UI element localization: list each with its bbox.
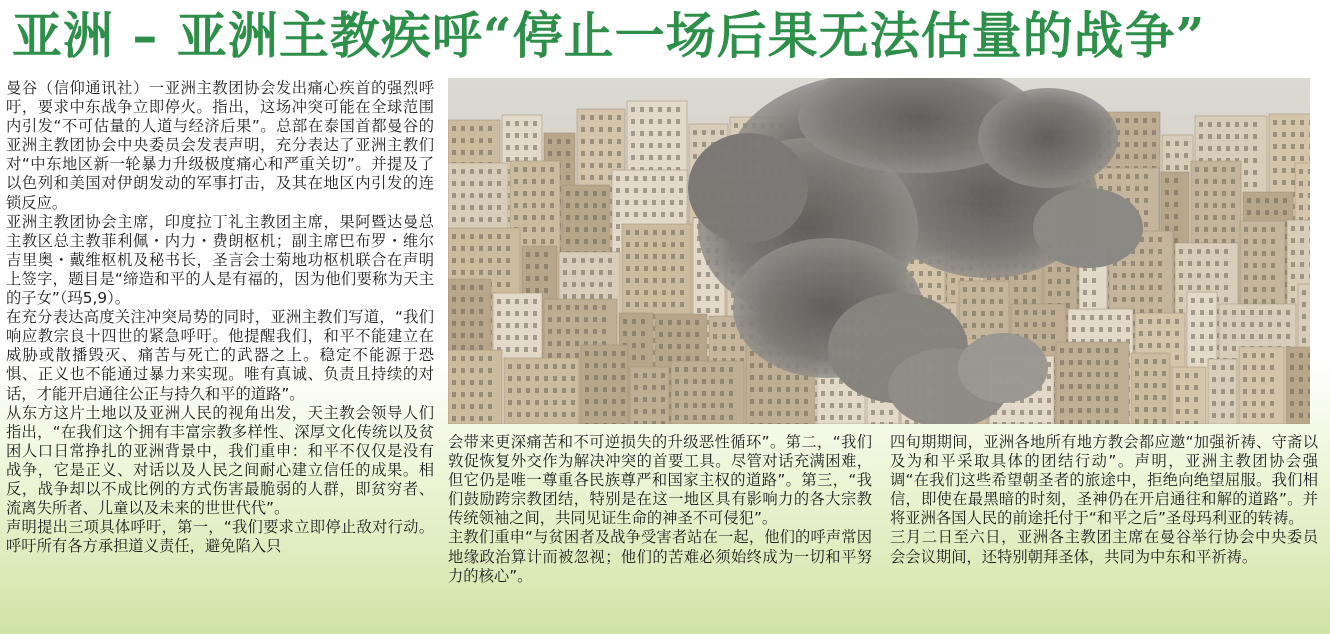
article-column-1 (6, 79, 434, 629)
paragraph: 会带来更深痛苦和不可逆损失的升级恶性循环”。第二，“我们敦促恢复外交作为解决冲突的首要工具。尽管对话充满困难，但它仍是唯一尊重各民族尊严和国家主权的道路”。第三，“我们鼓励跨宗教团结，特别是在这一地区具有影响力的各大宗教传统领袖之间，共同见证生命的神圣不可侵犯”。 (448, 433, 872, 528)
headline: 亚洲 – 亚洲主教疾呼“停止一场后果无法估量的战争” (12, 6, 1206, 65)
smoke-over-city-photo (448, 78, 1310, 424)
paragraph: 从东方这片土地以及亚洲人民的视角出发，天主教会领导人们指出，“在我们这个拥有丰富宗教多样性、深厚文化传统以及贫困人口日常挣扎的亚洲背景中，我们重申：和平不仅仅是没有战争，它是正义、对话以及人民之间耐心建立信任的成果。相反，战争却以不成比例的方式伤害最脆弱的人群，即贫穷者、流离失所者、儿童以及未来的世世代代”。 (6, 403, 434, 518)
paragraph: 亚洲主教团协会主席，印度拉丁礼主教团主席，果阿暨达曼总主教区总主教菲利佩・内力・费朗枢机；副主席巴布罗・维尔吉里奥・戴维枢机及秘书长，圣言会士菊地功枢机联合在声明上签字，题目是“缔造和平的人是有福的，因为他们要称为天主的子女”（玛5,9）。 (6, 212, 434, 308)
article-column-2 (448, 433, 872, 623)
paragraph: 曼谷（信仰通讯社）一亚洲主教团协会发出痛心疾首的强烈呼吁，要求中东战争立即停火。指出，这场冲突可能在全球范围内引发“不可估量的人道与经济后果”。总部在泰国首都曼谷的亚洲主教团协会中央委员会发表声明，充分表达了亚洲主教们对“中东地区新一轮暴力升级极度痛心和严重关切”。并提及了以色列和美国对伊朗发动的军事打击，及其在地区内引发的连锁反应。 (6, 79, 434, 212)
paragraph: 主教们重申“与贫困者及战争受害者站在一起，他们的呼声常因地缘政治算计而被忽视；他们的苦难必须始终成为一切和平努力的核心”。 (448, 528, 872, 585)
paragraph: 声明提出三项具体呼吁，第一，“我们要求立即停止敌对行动。呼吁所有各方承担道义责任，避免陷入只 (6, 518, 434, 556)
paragraph: 三月二日至六日，亚洲各主教团主席在曼谷举行协会中央委员会会议期间，还特别朝拜圣体，共同为中东和平祈祷。 (890, 528, 1318, 566)
paragraph: 在充分表达高度关注冲突局势的同时，亚洲主教们写道，“我们响应教宗良十四世的紧急呼吁。他提醒我们，和平不能建立在威胁或散播毁灭、痛苦与死亡的武器之上。稳定不能源于恐惧、正义也不能通过暴力来实现。唯有真诚、负责且持续的对话，才能开启通往公正与持久和平的道路”。 (6, 308, 434, 403)
paragraph: 四旬期期间，亚洲各地所有地方教会都应邀“加强祈祷、守斋以及为和平采取具体的团结行动”。声明，亚洲主教团协会强调“在我们这些希望朝圣者的旅途中，拒绝向绝望屈服。我们相信，即使在最黑暗的时刻，圣神仍在开启通往和解的道路”。并将亚洲各国人民的前途托付于“和平之后”圣母玛利亚的转祷。 (890, 433, 1318, 528)
article-column-3 (890, 433, 1318, 623)
news-photo (448, 78, 1310, 424)
